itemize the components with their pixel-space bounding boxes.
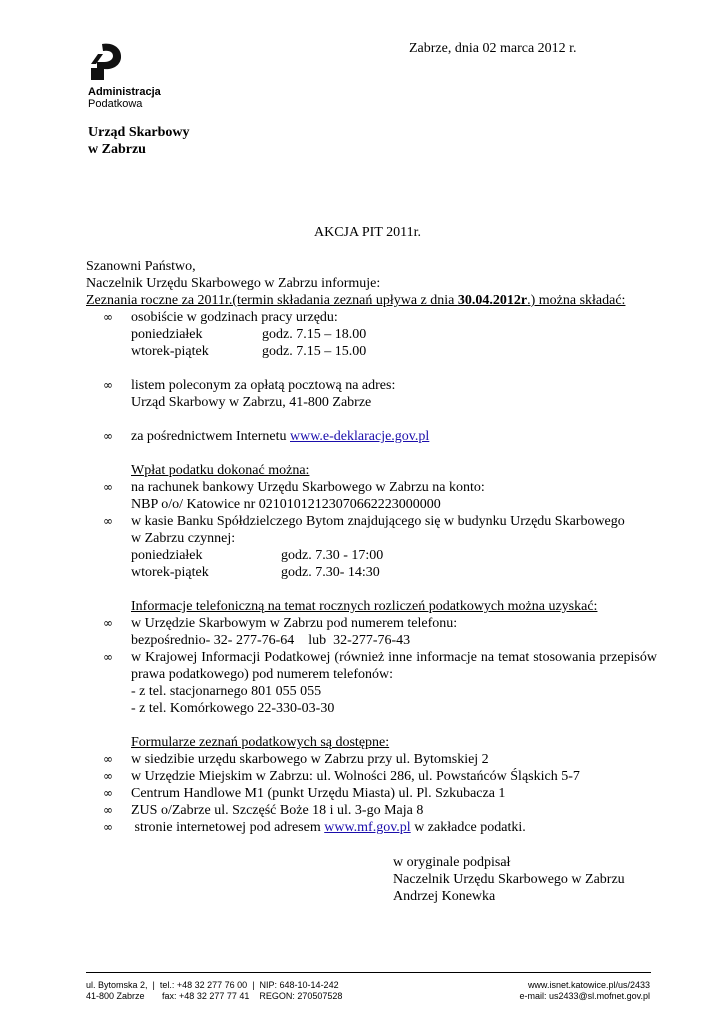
mail-submission: listem poleconym za opłatą pocztową na adres: — [131, 378, 396, 393]
internet-text: za pośrednictwem Internetu — [131, 429, 287, 444]
personal-submission: osobiście w godzinach pracy urzędu: — [131, 310, 338, 325]
forms-location: ZUS o/Zabrze ul. Szczęść Boże 18 i ul. 3-go Maja 8 — [131, 803, 424, 818]
hours-row-time: godz. 7.30 - 17:00 — [281, 548, 384, 563]
kip-landline: - z tel. stacjonarnego 801 055 055 — [131, 684, 322, 699]
logo-title: Administracja — [88, 86, 161, 98]
administracja-logo-icon — [88, 42, 124, 82]
forms-web-suffix: w zakładce podatki. — [410, 820, 526, 835]
forms-web — [131, 819, 526, 836]
bullet-icon: ∞ — [103, 429, 113, 443]
payment-heading: Wpłat podatku dokonać można: — [131, 463, 310, 478]
signature-line2: Naczelnik Urzędu Skarbowego w Zabrzu — [393, 872, 625, 887]
bank-transfer: na rachunek bankowy Urzędu Skarbowego w Zabrzu na konto: — [131, 480, 485, 495]
submission-lead-part1: Zeznania roczne za 2011r.(termin składania zeznań upływa z dnia — [86, 293, 458, 308]
cash-desk: w kasie Banku Spółdzielczego Bytom znajdującego się w budynku Urzędu Skarbowego — [131, 514, 625, 529]
bank-account: NBP o/o/ Katowice nr 02101012123070662223000000 — [131, 497, 441, 512]
e-deklaracje-link[interactable]: www.e-deklaracje.gov.pl — [290, 429, 430, 444]
forms-location: w siedzibie urzędu skarbowego w Zabrzu przy ul. Bytomskiej 2 — [131, 752, 489, 767]
forms-web-text: stronie internetowej pod adresem — [131, 820, 321, 835]
forms-location: w Urzędzie Miejskim w Zabrzu: ul. Wolności 286, ul. Powstańców Śląskich 5-7 — [131, 769, 580, 784]
hours-row-time: godz. 7.15 – 18.00 — [262, 327, 367, 342]
cash-desk-cont: w Zabrzu czynnej: — [131, 531, 236, 546]
hours-row-time: godz. 7.15 – 15.00 — [262, 344, 367, 359]
kip-mobile: - z tel. Komórkowego 22-330-03-30 — [131, 701, 335, 716]
hours-row-day: poniedziałek — [131, 548, 203, 563]
bullet-icon: ∞ — [103, 769, 113, 783]
logo-subtitle: Podatkowa — [88, 98, 143, 110]
forms-heading: Formularze zeznań podatkowych są dostępne: — [131, 735, 390, 750]
logo-mark — [88, 42, 124, 82]
bullet-icon: ∞ — [103, 616, 113, 630]
submission-lead — [86, 292, 625, 309]
bullet-icon: ∞ — [103, 786, 113, 800]
mail-address: Urząd Skarbowy w Zabrzu, 41-800 Zabrze — [131, 395, 372, 410]
bullet-icon: ∞ — [103, 480, 113, 494]
office-name-line2: w Zabrzu — [88, 142, 146, 157]
date-line: Zabrze, dnia 02 marca 2012 r. — [409, 41, 577, 56]
bullet-icon: ∞ — [103, 803, 113, 817]
document-title: AKCJA PIT 2011r. — [314, 225, 421, 240]
submission-deadline: 30.04.2012r — [457, 293, 528, 308]
signature-line1: w oryginale podpisał — [393, 855, 511, 870]
footer-website: www.isnet.katowice.pl/us/2433 — [527, 980, 650, 990]
hours-row-day: wtorek-piątek — [131, 565, 209, 580]
footer-fax: 41-800 Zabrze fax: +48 32 277 77 41 REGON: 270507528 — [86, 991, 343, 1001]
office-phone: w Urzędzie Skarbowym w Zabrzu pod numerem telefonu: — [131, 616, 458, 631]
intro: Naczelnik Urzędu Skarbowego w Zabrzu informuje: — [86, 276, 381, 291]
hours-row-day: wtorek-piątek — [131, 344, 209, 359]
phone-heading: Informacje telefoniczną na temat rocznych rozliczeń podatkowych można uzyskać: — [131, 599, 598, 614]
submission-lead-part2: .) można składać: — [527, 293, 626, 308]
signature-line3: Andrzej Konewka — [393, 889, 496, 904]
hours-row-day: poniedziałek — [131, 327, 203, 342]
bullet-icon: ∞ — [103, 650, 113, 664]
hours-row-time: godz. 7.30- 14:30 — [281, 565, 380, 580]
bullet-icon: ∞ — [103, 310, 113, 324]
greeting: Szanowni Państwo, — [86, 259, 196, 274]
kip-info: w Krajowej Informacji Podatkowej (również inne informacje na temat stosowania przepisów prawa podatkowego) pod numerem telefonów: — [131, 650, 657, 682]
internet-submission — [131, 428, 429, 445]
office-phone-numbers: bezpośrednio- 32- 277-76-64 lub 32-277-76-43 — [131, 633, 411, 648]
bullet-icon: ∞ — [103, 378, 113, 392]
footer-email: e-mail: us2433@sl.mofnet.gov.pl — [519, 991, 650, 1001]
footer-divider — [86, 972, 651, 973]
bullet-icon: ∞ — [103, 752, 113, 766]
bullet-icon: ∞ — [103, 820, 113, 834]
bullet-icon: ∞ — [103, 514, 113, 528]
forms-location: Centrum Handlowe M1 (punkt Urzędu Miasta) ul. Pl. Szkubacza 1 — [131, 786, 506, 801]
office-name-line1: Urząd Skarbowy — [88, 125, 190, 140]
footer-address: ul. Bytomska 2, | tel.: +48 32 277 76 00 | NIP: 648-10-14-242 — [86, 980, 339, 990]
mf-gov-link[interactable]: www.mf.gov.pl — [324, 820, 411, 835]
